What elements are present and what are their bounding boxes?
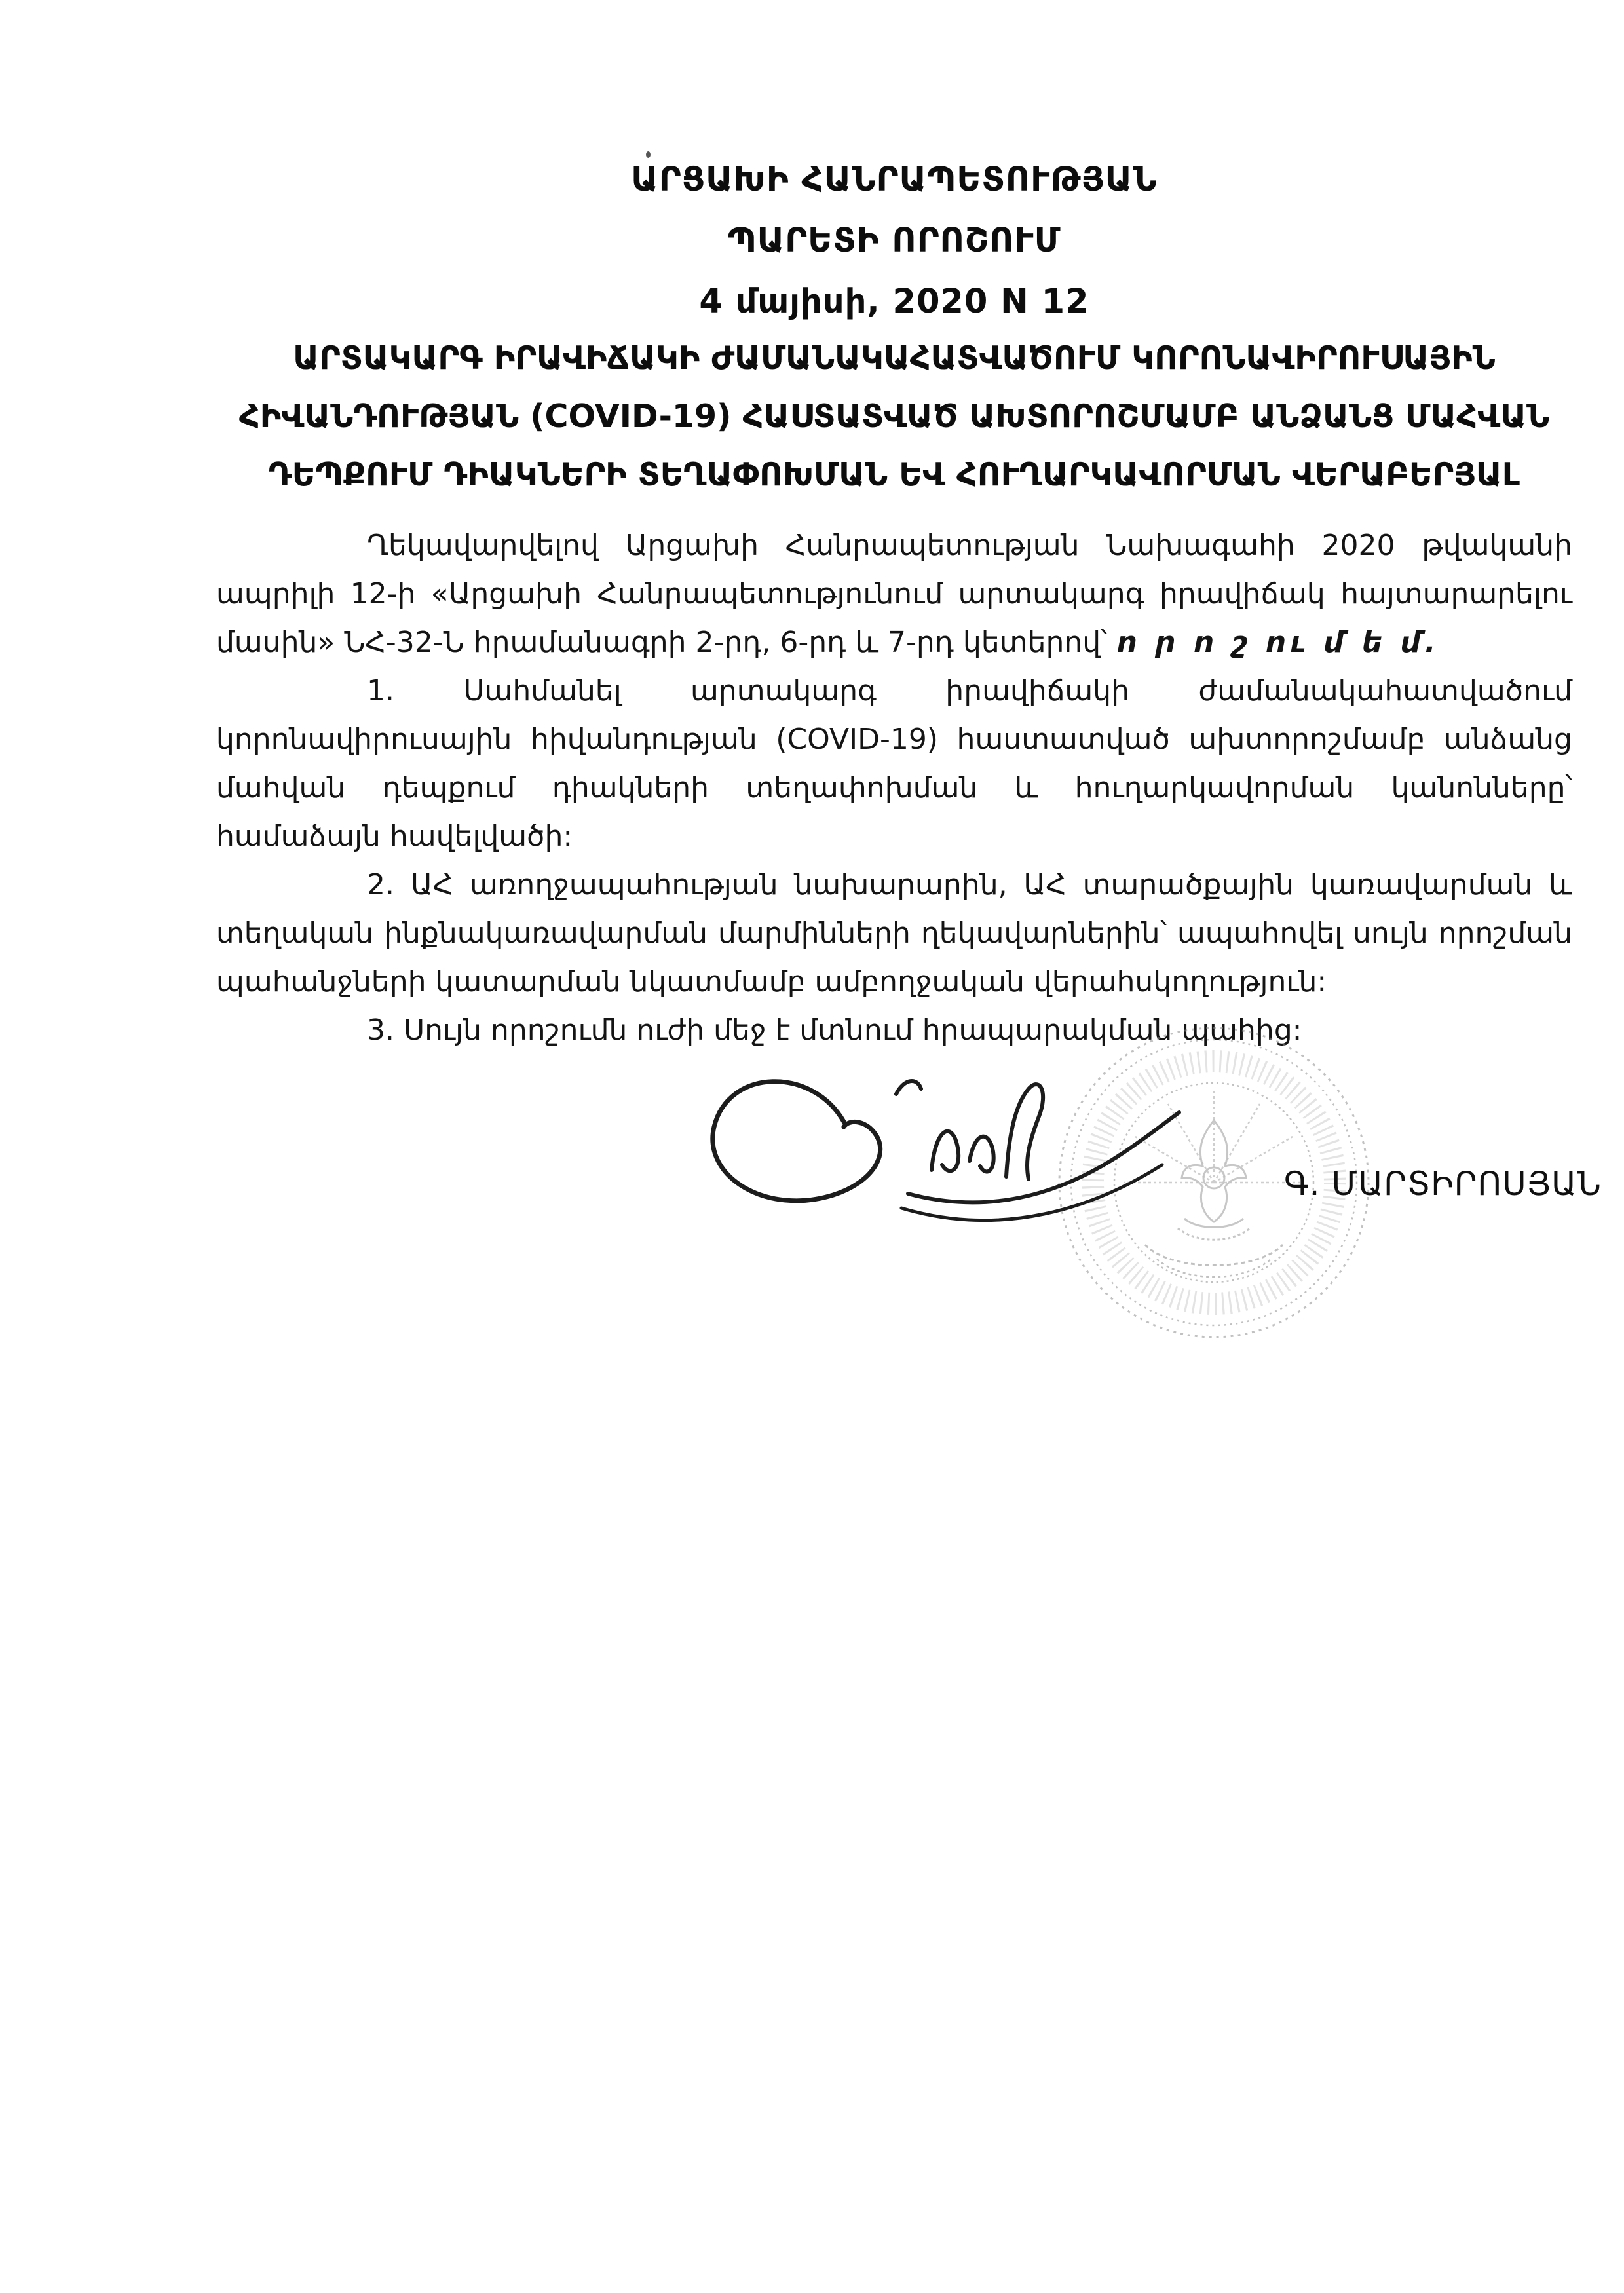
preamble-paragraph bbox=[216, 521, 1572, 667]
header-date-number: 4 մայիսի, 2020 N 12 bbox=[699, 282, 1089, 321]
preamble-emphasis: ո ր ո շ ու մ ե մ. bbox=[1116, 626, 1440, 659]
point-3-paragraph: 3. Սույն որոշումն ուժի մեջ է մտնում հրապարակման պահից: bbox=[367, 1014, 1302, 1047]
document-body bbox=[216, 521, 1572, 1055]
point-2-paragraph: 2. ԱՀ առողջապահության նախարարին, ԱՀ տարածքային կառավարման և տեղական ինքնակառավարման մարմինների ղեկավարներին՝ ապահովել սույն որոշման պահանջների կատարման նկատմամբ ամբողջական վերահսկողություն: bbox=[216, 868, 1572, 998]
title-line-2: ՀԻՎԱՆԴՈՒԹՅԱՆ (COVID-19) ՀԱՍՏԱՏՎԱԾ ԱԽՏՈՐՈՇՄԱՄԲ ԱՆՁԱՆՑ ՄԱՀՎԱՆ bbox=[238, 398, 1550, 435]
signatory-name: Գ. ՄԱՐՏԻՐՈՍՅԱՆ bbox=[1284, 1165, 1602, 1203]
document-title bbox=[190, 329, 1598, 504]
header-decision: ՊԱՐԵՏԻ ՈՐՈՇՈՒՄ bbox=[727, 221, 1061, 260]
title-line-3: ԴԵՊՔՈՒՄ ԴԻԱԿՆԵՐԻ ՏԵՂԱՓՈԽՄԱՆ ԵՎ ՀՈՒՂԱՐԿԱՎՈՐՄԱՆ ՎԵՐԱԲԵՐՅԱԼ bbox=[268, 456, 1520, 493]
preamble-text: Ղեկավարվելով Արցախի Հանրապետության Նախագահի 2020 թվականի ապրիլի 12-ի «Արցախի Հանրապետությունում արտակարգ իրավիճակ հայտարարելու մասին» ՆՀ-32-Ն հրամանագրի 2-րդ, 6-րդ և 7-րդ կետերով՝ bbox=[216, 529, 1572, 659]
point-1-paragraph: 1. Սահմանել արտակարգ իրավիճակի ժամանակահատվածում կորոնավիրուսային հիվանդության (COVID-19) հաստատված ախտորոշմամբ անձանց մահվան դեպքում դիակների տեղափոխման և հուղարկավորման կանոնները՝ համաձայն հավելվածի: bbox=[216, 674, 1572, 853]
signature-icon bbox=[688, 1048, 1199, 1271]
header-republic: ԱՐՑԱԽԻ ՀԱՆՐԱՊԵՏՈՒԹՅԱՆ bbox=[631, 161, 1158, 199]
document-header bbox=[216, 149, 1572, 332]
title-line-1: ԱՐՏԱԿԱՐԳ ԻՐԱՎԻՃԱԿԻ ԺԱՄԱՆԱԿԱՀԱՏՎԱԾՈՒՄ ԿՈՐՈՆԱՎԻՐՈՒՍԱՅԻՆ bbox=[293, 339, 1496, 377]
